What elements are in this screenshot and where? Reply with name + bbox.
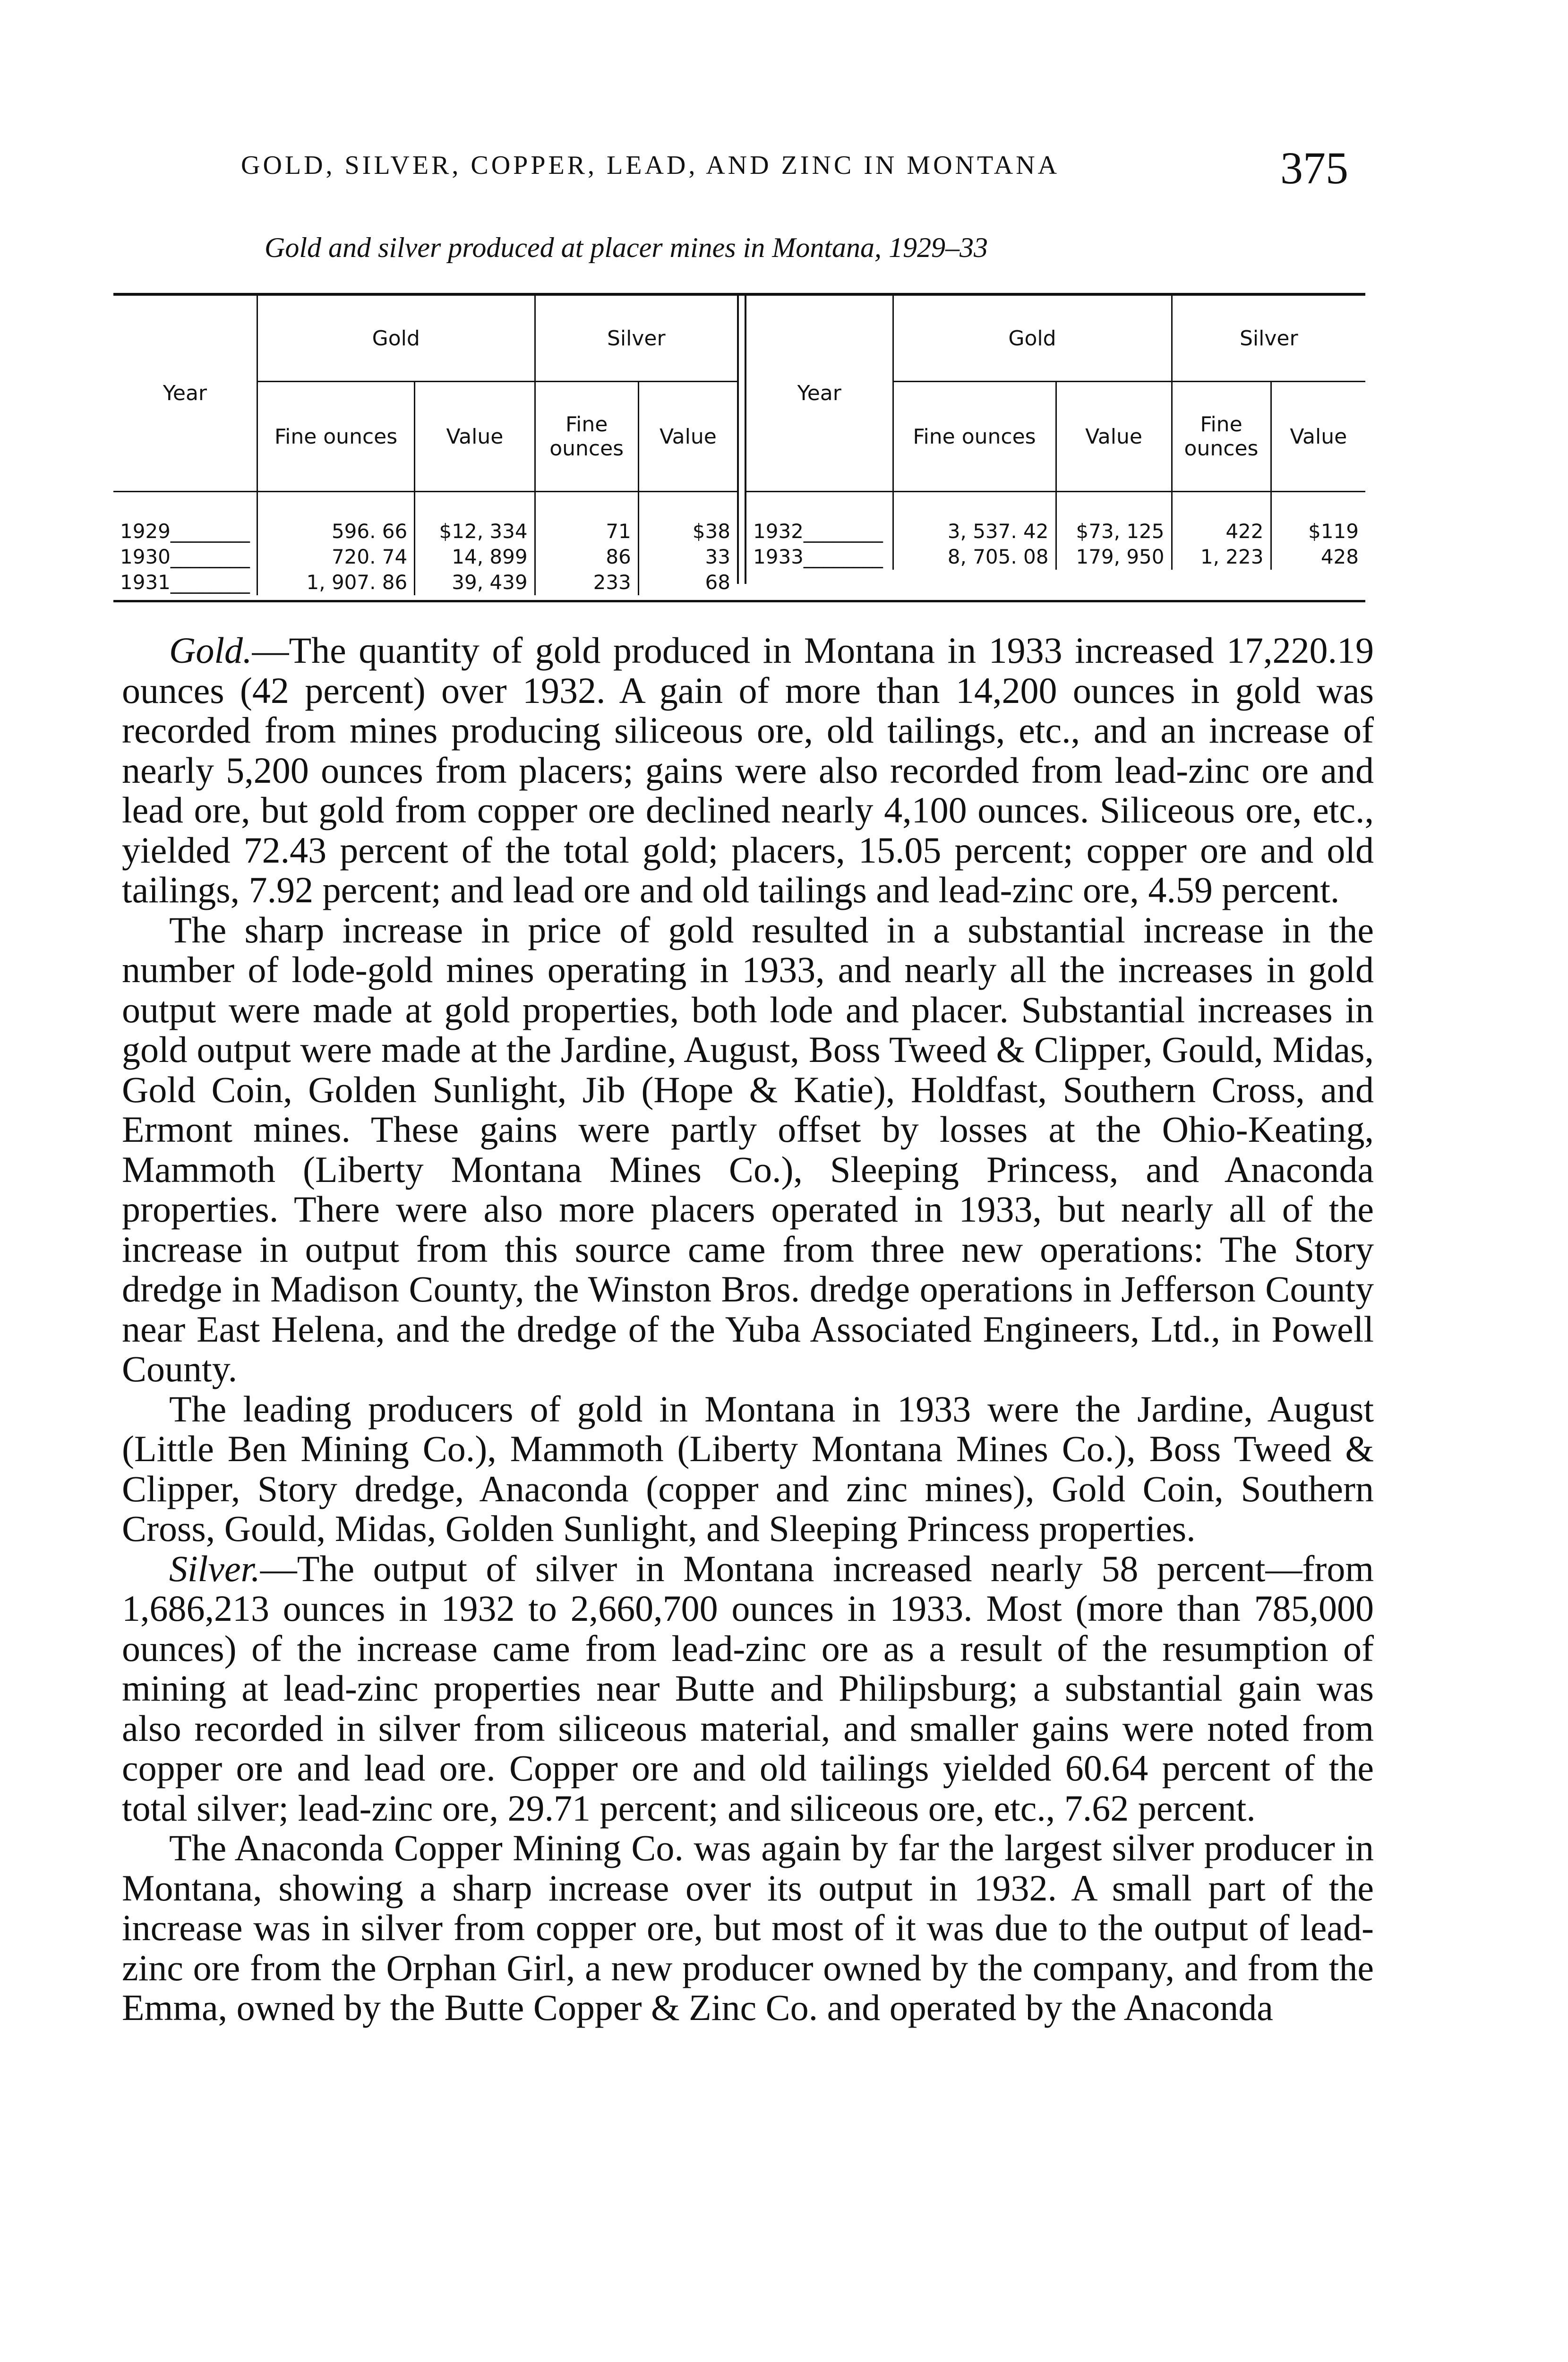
cell-gold-value: 39, 439 [415,570,535,595]
cell-silver-ounces: 1, 223 [1172,544,1271,570]
table-row [113,544,737,570]
production-table [113,293,1365,614]
gold-paragraph-1 [122,631,1374,910]
col-header-gold-fine-ounces: Fine ounces [257,382,414,492]
table-double-separator [737,296,746,584]
table-right [746,296,1365,570]
cell-year: 1929________ [120,520,250,543]
cell-year: 1932________ [753,520,883,543]
col-header-silver: Silver [535,296,737,382]
silver-section-heading: Silver. [169,1548,260,1589]
table-row [113,492,737,545]
cell-year: 1930________ [120,545,250,568]
cell-silver-ounces: 233 [535,570,638,595]
running-head [241,142,1375,198]
table-bottom-rule [113,600,1365,602]
col-header-gold: Gold [257,296,535,382]
cell-year: 1931________ [120,571,250,594]
cell-silver-value: 428 [1271,544,1365,570]
col-header-silver: Silver [1172,296,1365,382]
table-row [113,570,737,595]
cell-gold-value: $73, 125 [1056,492,1172,545]
cell-gold-ounces: 720. 74 [257,544,414,570]
col-header-year: Year [113,296,257,492]
cell-gold-value: $12, 334 [415,492,535,545]
table-row [746,492,1365,545]
table-row [746,544,1365,570]
cell-silver-value: $38 [638,492,737,545]
cell-silver-value: 33 [638,544,737,570]
silver-paragraph-2: The Anaconda Copper Mining Co. was again by far the largest silver producer in Montana, showing a sharp increase over its output in 1932. A small part of the increase was in silver from copper ore, but most of it was due to the output of lead-zinc ore from the Orphan Girl, a new producer owned by the company, and from the Emma, owned by the Butte Copper & Zinc Co. and operated by the Anaconda [122,1827,1374,2028]
cell-gold-value: 179, 950 [1056,544,1172,570]
cell-silver-value: $119 [1271,492,1365,545]
silver-paragraph-1-text: —The output of silver in Montana increased nearly 58 percent—from 1,686,213 ounces in 1932 to 2,660,700 ounces in 1933. Most (more than 785,000 ounces) of the increase came from lead-zinc ore as a result of the resumption of mining at lead-zinc properties near Butte and Philipsburg; a substantial gain was also recorded in silver from siliceous material, and smaller gains were noted from copper ore and lead ore. Copper ore and old tailings yielded 60.64 percent of the total silver; lead-zinc ore, 29.71 percent; and siliceous ore, etc., 7.62 percent. [122,1548,1374,1829]
page-number: 375 [1280,143,1348,193]
col-header-gold-value: Value [415,382,535,492]
cell-gold-ounces: 1, 907. 86 [257,570,414,595]
col-header-gold-value: Value [1056,382,1172,492]
col-header-silver-value: Value [1271,382,1365,492]
table-left [113,296,737,595]
col-header-silver-value: Value [638,382,737,492]
col-header-gold: Gold [893,296,1172,382]
cell-year: 1933________ [753,545,883,568]
gold-section-heading: Gold. [169,630,252,671]
silver-paragraph-1 [122,1549,1374,1829]
gold-paragraph-3: The leading producers of gold in Montana in 1933 were the Jardine, August (Little Ben Mining Co.), Mammoth (Liberty Montana Mines Co.), Boss Tweed & Clipper, Story dredge, Anaconda (copper and zinc mines), Gold Coin, Southern Cross, Gould, Midas, Golden Sunlight, and Sleeping Princess properties. [122,1388,1374,1549]
col-header-silver-fine-ounces: Fine ounces [535,382,638,492]
running-title: GOLD, SILVER, COPPER, LEAD, AND ZINC IN MONTANA [241,151,1060,180]
body-text [122,631,1374,2028]
col-header-silver-fine-ounces: Fine ounces [1172,382,1271,492]
gold-paragraph-2: The sharp increase in price of gold resulted in a substantial increase in the number of lode-gold mines operating in 1933, and nearly all the increases in gold output were made at gold properties, both lode and placer. Substantial increases in gold output were made at the Jardine, August, Boss Tweed & Clipper, Gould, Midas, Gold Coin, Golden Sunlight, Jib (Hope & Katie), Holdfast, Southern Cross, and Ermont mines. These gains were partly offset by losses at the Ohio-Keating, Mammoth (Liberty Montana Mines Co.), Sleeping Princess, and Anaconda properties. There were also more placers operated in 1933, but nearly all of the increase in output from this source came from three new operations: The Story dredge in Madison County, the Winston Bros. dredge operations in Jefferson County near East Helena, and the dredge of the Yuba Associated Engineers, Ltd., in Powell County. [122,909,1374,1389]
table-right-half [746,296,1365,584]
cell-silver-ounces: 422 [1172,492,1271,545]
cell-silver-ounces: 71 [535,492,638,545]
cell-silver-ounces: 86 [535,544,638,570]
cell-gold-ounces: 3, 537. 42 [893,492,1056,545]
col-header-year: Year [746,296,893,492]
cell-gold-ounces: 8, 705. 08 [893,544,1056,570]
cell-gold-value: 14, 899 [415,544,535,570]
table-left-half [113,296,737,594]
cell-gold-ounces: 596. 66 [257,492,414,545]
cell-silver-value: 68 [638,570,737,595]
col-header-gold-fine-ounces: Fine ounces [893,382,1056,492]
gold-paragraph-1-text: —The quantity of gold produced in Montana in 1933 increased 17,220.19 ounces (42 percent) over 1932. A gain of more than 14,200 ounces in gold was recorded from mines producing siliceous ore, old tailings, etc., and an increase of nearly 5,200 ounces from placers; gains were also recorded from lead-zinc ore and lead ore, but gold from copper ore declined nearly 4,100 ounces. Siliceous ore, etc., yielded 72.43 percent of the total gold; placers, 15.05 percent; copper ore and old tailings, 7.92 percent; and lead ore and old tailings and lead-zinc ore, 4.59 percent. [122,630,1374,910]
table-caption: Gold and silver produced at placer mines in Montana, 1929–33 [265,232,988,263]
